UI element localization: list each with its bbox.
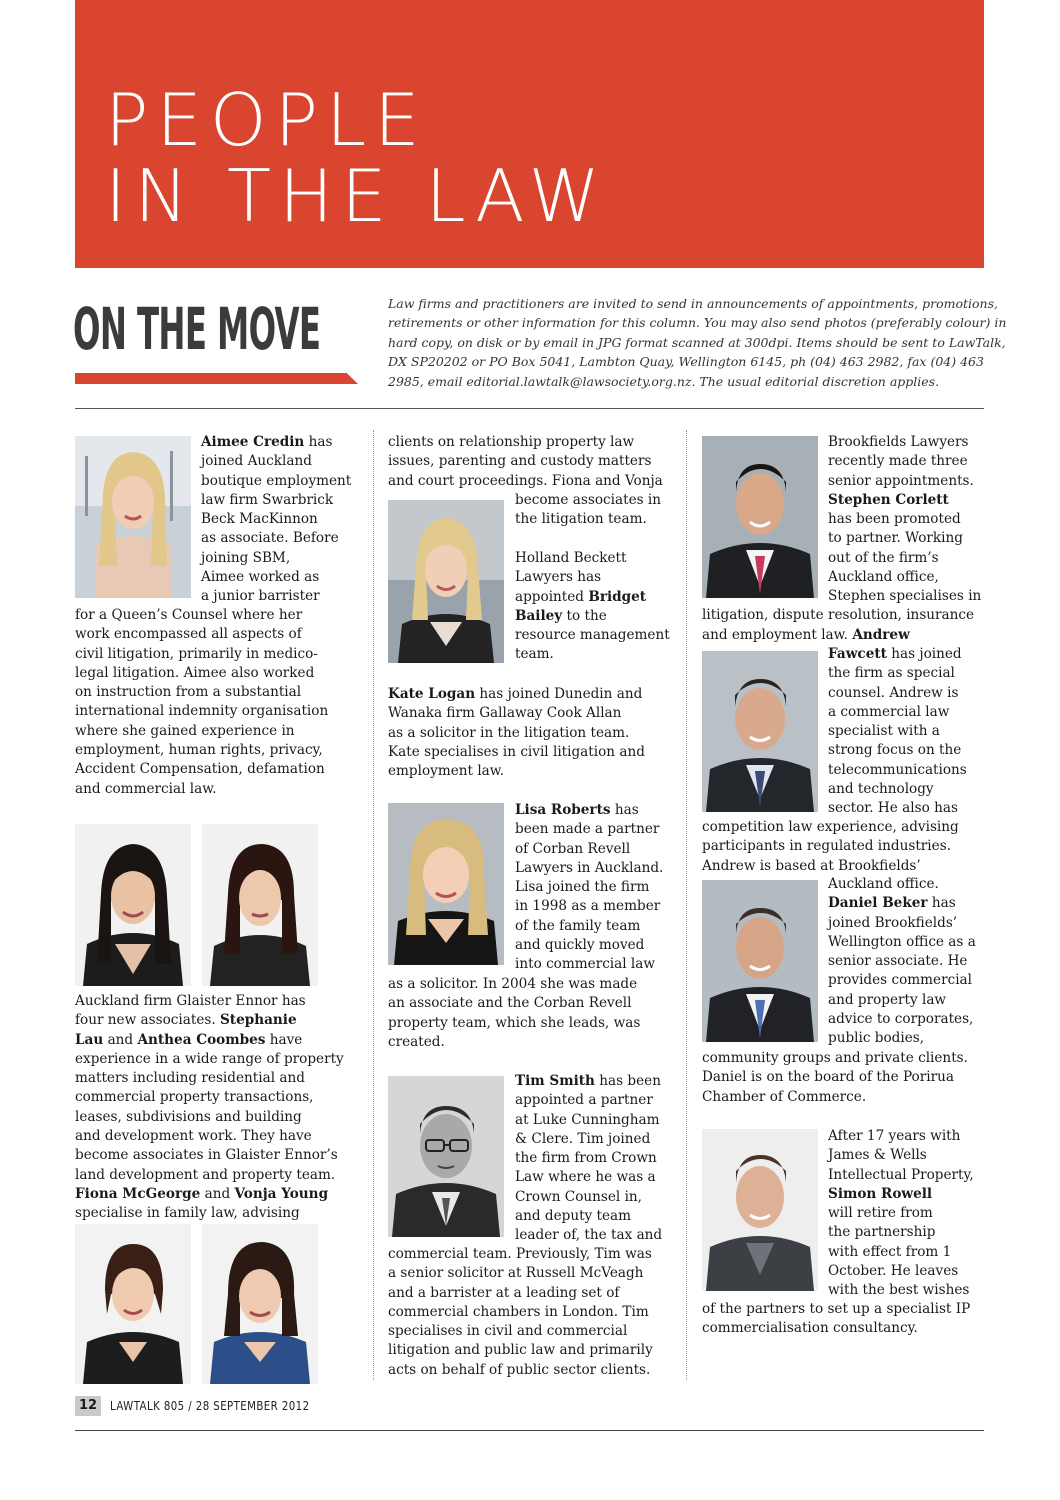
text-line: Crown Counsel in,	[515, 1188, 643, 1205]
text-line: Andrew is based at Brookfields’	[702, 857, 921, 874]
photo-stephen-corlett	[702, 436, 818, 598]
text-fragment: has joined Dunedin and	[475, 686, 643, 702]
glaister-text	[75, 992, 344, 1224]
text-line: strong focus on the	[828, 742, 962, 759]
text-line: James & Wells	[828, 1147, 927, 1164]
text-line: October. He leaves	[828, 1263, 959, 1280]
text-line: employment law.	[388, 763, 505, 780]
fiona-vonja-cont	[388, 433, 663, 491]
person-name: Vonja Young	[234, 1185, 329, 1202]
text-line: Chamber of Commerce.	[702, 1088, 867, 1105]
column-divider	[686, 430, 687, 1380]
text-fragment: and employment law.	[702, 626, 853, 643]
text-line: advice to corporates,	[828, 1011, 974, 1028]
text-line: commercial team. Previously, Tim was	[388, 1246, 652, 1262]
text-line: litigation, dispute resolution, insurance	[702, 607, 975, 624]
text-line: law firm Swarbrick	[201, 491, 334, 508]
text-line: After 17 years with	[828, 1128, 961, 1144]
text-line: litigation and public law and primarily	[388, 1342, 653, 1359]
text-line: of the partners to set up a specialist IP	[702, 1301, 971, 1317]
brookfields-wrap	[828, 433, 974, 587]
text-fragment: has	[927, 895, 956, 912]
text-line: sector. He also has	[828, 800, 958, 817]
text-line: acts on behalf of public sector clients.	[388, 1361, 651, 1378]
text-line: matters including residential and	[75, 1070, 305, 1087]
text-line: Brookfields Lawyers	[828, 434, 969, 450]
column-divider	[373, 430, 374, 1380]
text-line: commercialisation consultancy.	[702, 1320, 918, 1337]
text-line: senior appointments.	[828, 472, 974, 489]
person-name: Lau	[75, 1031, 104, 1048]
text-line: Wanaka firm Gallaway Cook Allan	[388, 705, 622, 722]
aimee-body	[75, 606, 328, 799]
text-line: and quickly moved	[515, 937, 645, 954]
text-line: joined Brookfields’	[828, 914, 958, 931]
photo-daniel-beker	[702, 880, 818, 1042]
text-fragment: and	[103, 1031, 138, 1048]
text-line: created.	[388, 1033, 445, 1050]
text-line: and court proceedings. Fiona and Vonja	[388, 472, 663, 489]
person-name: Bridget	[588, 588, 647, 605]
andrew-body	[702, 818, 959, 876]
section-heading: ON THE MOVE	[73, 295, 321, 363]
text-line: to partner. Working	[828, 530, 963, 547]
text-line: Auckland office,	[828, 569, 939, 586]
text-fragment: four new associates.	[75, 1012, 220, 1029]
text-line: Beck MacKinnon	[201, 511, 318, 528]
text-line: resource management	[515, 627, 670, 644]
text-line: with the best wishes	[828, 1282, 970, 1299]
text-line: as associate. Before	[201, 530, 339, 547]
photo-simon-rowell	[702, 1129, 818, 1291]
text-line: the partnership	[828, 1224, 936, 1241]
intro-line: retirements or other information for this column. You may also send photos (preferably colour) in	[388, 315, 1007, 331]
text-line: with effect from 1	[828, 1243, 952, 1260]
text-line: of the family team	[515, 917, 641, 934]
text-line: become associates in Glaister Ennor’s	[75, 1147, 338, 1164]
title-line-1: PEOPLE	[105, 78, 428, 162]
photo-tim-smith	[388, 1076, 504, 1237]
person-name: Andrew	[852, 626, 910, 643]
text-fragment: has been	[594, 1073, 661, 1089]
text-line: as a solicitor in the litigation team.	[388, 724, 630, 741]
text-line: the firm as special	[828, 665, 955, 682]
section-heading-underline	[75, 373, 358, 384]
text-line: Kate specialises in civil litigation and	[388, 743, 645, 760]
text-line: out of the firm’s	[828, 549, 939, 566]
intro-line: hard copy, on disk or by email in JPG format scanned at 300dpi. Items should be sent to LawTalk,	[388, 334, 1006, 350]
text-line: will retire from	[828, 1205, 933, 1222]
text-line: Intellectual Property,	[828, 1166, 974, 1183]
text-line: in 1998 as a member	[515, 898, 661, 915]
fiona-vonja-cont-wrap	[515, 491, 661, 530]
intro-line: 2985, email editorial.lawtalk@lawsociety.org.nz. The usual editorial discretion applies.	[388, 373, 940, 389]
text-line: Stephen specialises in	[828, 588, 982, 604]
person-name: Fiona McGeorge	[75, 1185, 201, 1202]
person-name: Kate Logan	[388, 686, 476, 702]
aimee-wrap	[201, 433, 351, 607]
lisa-wrap	[515, 801, 663, 975]
page-number: 12	[75, 1396, 101, 1416]
text-line: Lisa joined the firm	[515, 879, 650, 896]
text-line: for a Queen’s Counsel where her	[75, 607, 303, 623]
text-line: Auckland firm Glaister Ennor has	[75, 993, 306, 1009]
text-line: counsel. Andrew is	[828, 684, 959, 701]
text-fragment: has joined	[886, 646, 962, 662]
stephen-body	[702, 587, 981, 645]
text-line: Lawyers has	[515, 569, 602, 586]
text-line: provides commercial	[828, 972, 972, 989]
text-line: joined Auckland	[201, 453, 312, 470]
text-line: property team, which she leads, was	[388, 1014, 641, 1031]
text-line: specialist with a	[828, 723, 940, 740]
text-line: leases, subdivisions and building	[75, 1108, 302, 1125]
text-line: international indemnity organisation	[75, 703, 329, 720]
text-line: and commercial law.	[75, 780, 217, 797]
text-line: clients on relationship property law	[388, 434, 635, 450]
person-name: Bailey	[515, 607, 563, 624]
text-line: a senior solicitor at Russell McVeagh	[388, 1265, 644, 1282]
page-banner	[75, 0, 984, 268]
photo-lisa-roberts	[388, 803, 504, 965]
text-line: & Clere. Tim joined	[515, 1130, 651, 1147]
daniel-body	[702, 1049, 968, 1107]
text-line: where she gained experience in	[75, 722, 295, 739]
person-name: Daniel Beker	[828, 895, 928, 912]
text-line: Accident Compensation, defamation	[75, 761, 325, 778]
text-line: issues, parenting and custody matters	[388, 453, 652, 470]
text-line: Daniel is on the board of the Porirua	[702, 1069, 954, 1086]
text-line: land development and property team.	[75, 1166, 336, 1183]
person-name: Stephanie	[219, 1012, 297, 1029]
text-line: senior associate. He	[828, 953, 968, 970]
page-title	[105, 78, 608, 238]
tim-wrap	[515, 1072, 662, 1246]
text-line: into commercial law	[515, 956, 656, 973]
text-line: legal litigation. Aimee also worked	[75, 664, 315, 681]
text-line: and development work. They have	[75, 1128, 312, 1145]
intro-line: DX SP20202 or PO Box 5041, Lambton Quay, Wellington 6145, ph (04) 463 2982, fax (04) 463	[388, 354, 984, 370]
kate-text	[388, 685, 645, 781]
person-name: Lisa Roberts	[515, 802, 611, 818]
text-line: recently made three	[828, 453, 968, 470]
text-line: Holland Beckett	[515, 550, 627, 566]
text-line: leader of, the tax and	[515, 1227, 663, 1244]
text-fragment: has	[308, 434, 333, 450]
tim-body	[388, 1245, 653, 1380]
text-line: joining SBM,	[201, 549, 291, 566]
text-line: as a solicitor. In 2004 she was made	[388, 976, 638, 992]
photo-bridget-bailey	[388, 500, 504, 663]
photo-anthea-coombes	[202, 824, 318, 986]
text-line: telecommunications	[828, 761, 967, 778]
text-line: specialises in civil and commercial	[388, 1323, 628, 1340]
text-line: and technology	[828, 781, 934, 798]
text-line: has been promoted	[828, 511, 961, 528]
title-line-2: IN THE LAW	[105, 154, 608, 238]
lisa-body	[388, 975, 640, 1052]
person-name: Tim Smith	[515, 1073, 595, 1089]
text-line: a junior barrister	[201, 588, 320, 605]
text-line: commercial property transactions,	[75, 1089, 314, 1106]
text-line: competition law experience, advising	[702, 819, 959, 835]
text-line: and property law	[828, 991, 947, 1008]
footer-issue-info: LAWTALK 805 / 28 SEPTEMBER 2012	[110, 1399, 310, 1413]
photo-andrew-fawcett	[702, 651, 818, 812]
text-line: commercial chambers in London. Tim	[388, 1303, 649, 1320]
text-line: civil litigation, primarily in medico-	[75, 645, 318, 662]
text-line: work encompassed all aspects of	[75, 626, 302, 643]
text-line: Lawyers in Auckland.	[515, 859, 664, 876]
text-line: a commercial law	[828, 703, 950, 720]
text-line: public bodies,	[828, 1030, 925, 1047]
text-line: Wellington office as a	[828, 933, 976, 950]
text-line: participants in regulated industries.	[702, 838, 951, 855]
text-line: employment, human rights, privacy,	[75, 742, 323, 759]
daniel-wrap	[828, 875, 976, 1049]
photo-vonja-young	[202, 1224, 318, 1384]
text-line: and deputy team	[515, 1208, 632, 1225]
text-line: team.	[515, 646, 554, 663]
text-line: boutique employment	[201, 472, 352, 489]
text-line: appointed a partner	[515, 1092, 653, 1109]
bridget-text	[515, 549, 670, 665]
person-name: Stephen Corlett	[828, 491, 949, 508]
photo-stephanie-lau	[75, 824, 191, 986]
text-line: specialise in family law, advising	[75, 1205, 300, 1222]
person-name: Anthea Coombes	[137, 1031, 266, 1048]
text-line: the firm from Crown	[515, 1150, 657, 1167]
text-line: community groups and private clients.	[702, 1050, 968, 1066]
text-line: been made a partner	[515, 821, 660, 838]
text-line: Aimee worked as	[201, 569, 320, 586]
person-name: Simon Rowell	[828, 1185, 933, 1202]
text-line: and a barrister at a leading set of	[388, 1284, 620, 1301]
text-line: at Luke Cunningham	[515, 1111, 660, 1128]
text-line: become associates in	[515, 492, 662, 508]
text-line: of Corban Revell	[515, 840, 631, 857]
text-fragment: appointed	[515, 588, 589, 605]
text-line: an associate and the Corban Revell	[388, 995, 632, 1012]
text-line: on instruction from a substantial	[75, 684, 302, 701]
text-line: experience in a wide range of property	[75, 1050, 344, 1067]
photo-fiona-mcgeorge	[75, 1224, 191, 1384]
text-fragment: have	[265, 1031, 303, 1048]
photo-aimee-credin	[75, 436, 191, 598]
section-divider	[75, 408, 984, 409]
text-fragment: and	[200, 1185, 235, 1202]
text-line: the litigation team.	[515, 511, 647, 528]
intro-line: Law firms and practitioners are invited to send in announcements of appointments, promotions,	[388, 296, 998, 311]
person-name: Fawcett	[828, 646, 887, 662]
intro-text	[388, 294, 1007, 391]
person-name: Aimee Credin	[201, 434, 305, 450]
text-line: Auckland office.	[828, 876, 939, 892]
text-fragment: has	[610, 802, 639, 818]
text-line: Law where he was a	[515, 1169, 656, 1186]
footer-rule	[75, 1430, 984, 1431]
simon-wrap	[828, 1127, 974, 1301]
text-fragment: to the	[562, 607, 607, 624]
andrew-wrap	[828, 645, 967, 819]
simon-body	[702, 1300, 970, 1339]
